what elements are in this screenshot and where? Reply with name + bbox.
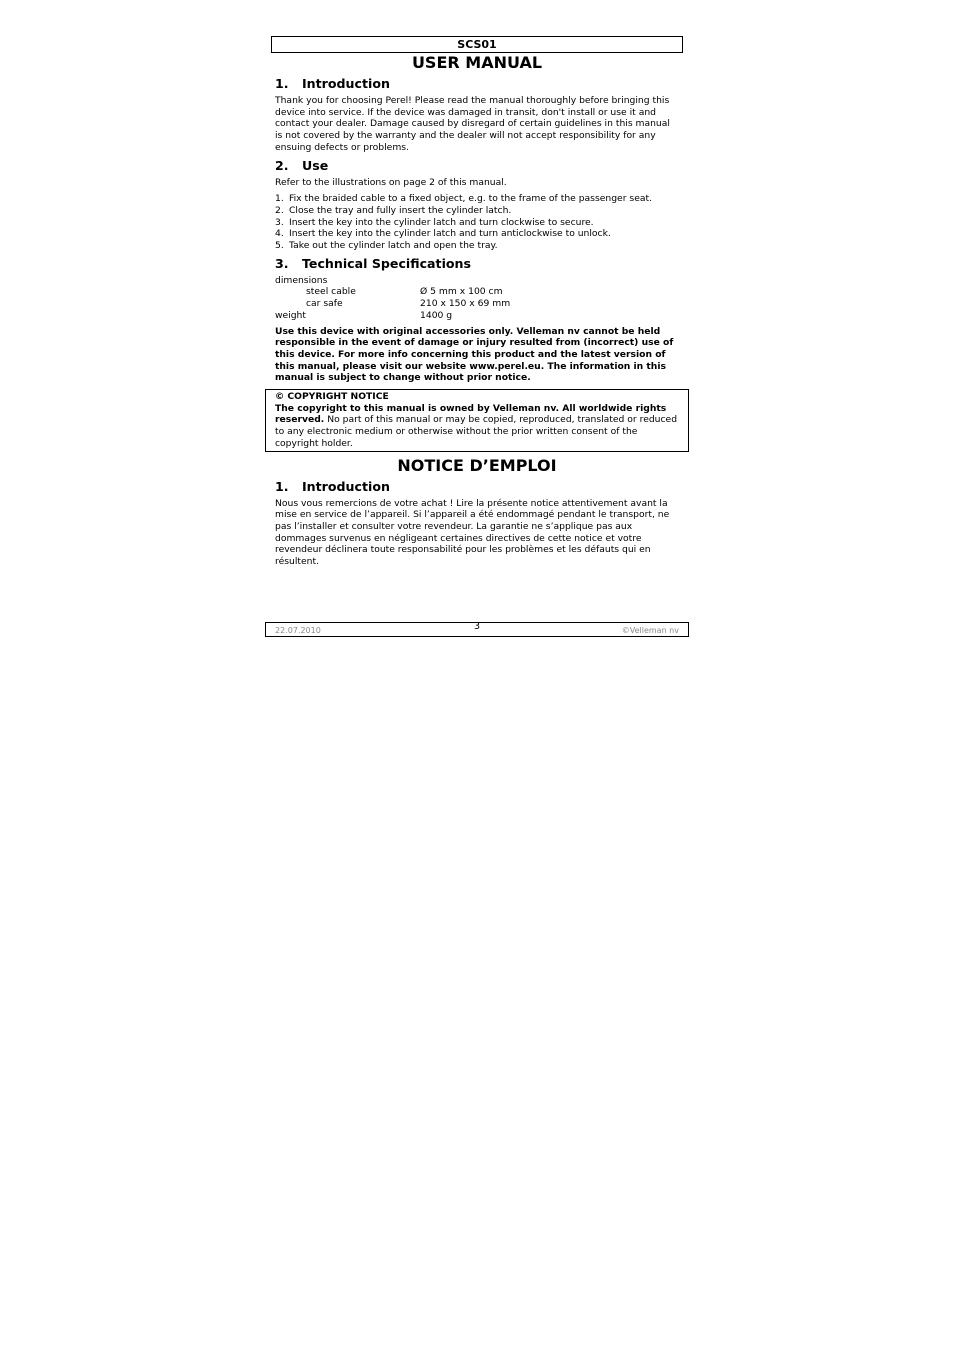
- list-item: [275, 240, 679, 252]
- spec-label: steel cable: [306, 286, 356, 298]
- footer-date: 22.07.2010: [275, 626, 321, 635]
- spec-value: 1400 g: [420, 309, 453, 321]
- section-title: Use: [302, 157, 329, 173]
- list-item: [275, 217, 679, 229]
- copyright-notice-box: [265, 389, 689, 452]
- french-section: [265, 479, 689, 568]
- spec-label: car safe: [306, 298, 343, 310]
- section-heading-introduction: [275, 76, 679, 92]
- spec-label: dimensions: [275, 274, 328, 286]
- step-text: Insert the key into the cylinder latch and turn anticlockwise to unlock.: [289, 228, 611, 240]
- footer-copyright: ©Velleman nv: [621, 626, 679, 635]
- use-intro-text: Refer to the illustrations on page 2 of this manual.: [275, 176, 507, 188]
- step-number: 5.: [275, 240, 284, 252]
- section-number: 2.: [275, 157, 289, 173]
- spec-value: Ø 5 mm x 100 cm: [420, 286, 503, 298]
- step-number: 3.: [275, 216, 284, 228]
- manual-page: [265, 36, 689, 568]
- section-heading-technical-specifications: [275, 256, 679, 272]
- list-item: [275, 193, 679, 205]
- introduction-text-fr: Nous vous remercions de votre achat ! Lire la présente notice attentivement avant la mise en service de l’appareil. Si l’appareil a été endommagé pendant le transport, ne pas l’installer et consulter votre revendeur. La garantie ne s’applique pas aux dommages survenus en négligeant certaines directives de cette notice et votre revendeur déclinera toute responsabilité pour les problèmes et les défauts qui en résultent.: [275, 497, 670, 568]
- spec-label: weight: [275, 309, 306, 321]
- section-heading-introduction-fr: [275, 479, 679, 495]
- french-title: NOTICE D’EMPLOI: [397, 455, 557, 475]
- section-title: Technical Specifications: [302, 255, 471, 271]
- spec-row-car-safe: [275, 298, 679, 310]
- model-number-box: SCS01: [271, 36, 683, 53]
- step-text: Fix the braided cable to a fixed object, e.g. to the frame of the passenger seat.: [289, 193, 652, 205]
- step-text: Take out the cylinder latch and open the tray.: [289, 240, 498, 252]
- section-heading-use: [275, 158, 679, 174]
- step-number: 2.: [275, 204, 284, 216]
- section-title: Introduction: [302, 76, 390, 91]
- copyright-heading: © COPYRIGHT NOTICE: [275, 391, 389, 403]
- specifications-table: [275, 275, 679, 322]
- spec-value: 210 x 150 x 69 mm: [420, 298, 511, 310]
- section-number: 1.: [275, 76, 289, 91]
- page-footer: [265, 622, 689, 637]
- copyright-text: [275, 403, 679, 450]
- list-item: [275, 228, 679, 240]
- page-title: USER MANUAL: [411, 53, 543, 72]
- step-text: Insert the key into the cylinder latch and turn clockwise to secure.: [289, 216, 594, 228]
- copyright-bold-text: The copyright to this manual is owned by Velleman nv. All worldwide rights reserved.: [275, 402, 667, 426]
- warning-notice: Use this device with original accessories only. Velleman nv cannot be held responsible in the event of damage or injury resulted from (incorrect) use of this device. For more info concerning this product and the latest version of this manual, please visit our website www.perel.eu. The information in this manual is subject to change without prior notice.: [275, 325, 674, 384]
- english-section: [265, 76, 689, 384]
- step-number: 1.: [275, 193, 284, 205]
- spec-row-dimensions: [275, 275, 679, 287]
- section-title: Introduction: [302, 478, 390, 494]
- use-steps-list: [275, 193, 679, 252]
- section-number: 3.: [275, 255, 289, 271]
- copyright-body-text: No part of this manual or may be copied, reproduced, translated or reduced to any electronic medium or otherwise without the prior written consent of the copyright holder.: [275, 414, 678, 449]
- spec-row-steel-cable: [275, 286, 679, 298]
- section-number: 1.: [275, 478, 289, 494]
- list-item: [275, 205, 679, 217]
- spec-row-weight: [275, 310, 679, 322]
- introduction-text: Thank you for choosing Perel! Please read the manual thoroughly before bringing this device into service. If the device was damaged in transit, don't install or use it and contact your dealer. Damage caused by disregard of certain guidelines in this manual is not covered by the warranty and the dealer will not accept responsibility for any ensuing defects or problems.: [275, 95, 670, 153]
- step-text: Close the tray and fully insert the cylinder latch.: [289, 204, 512, 216]
- page-number: 3: [473, 621, 481, 632]
- step-number: 4.: [275, 228, 284, 240]
